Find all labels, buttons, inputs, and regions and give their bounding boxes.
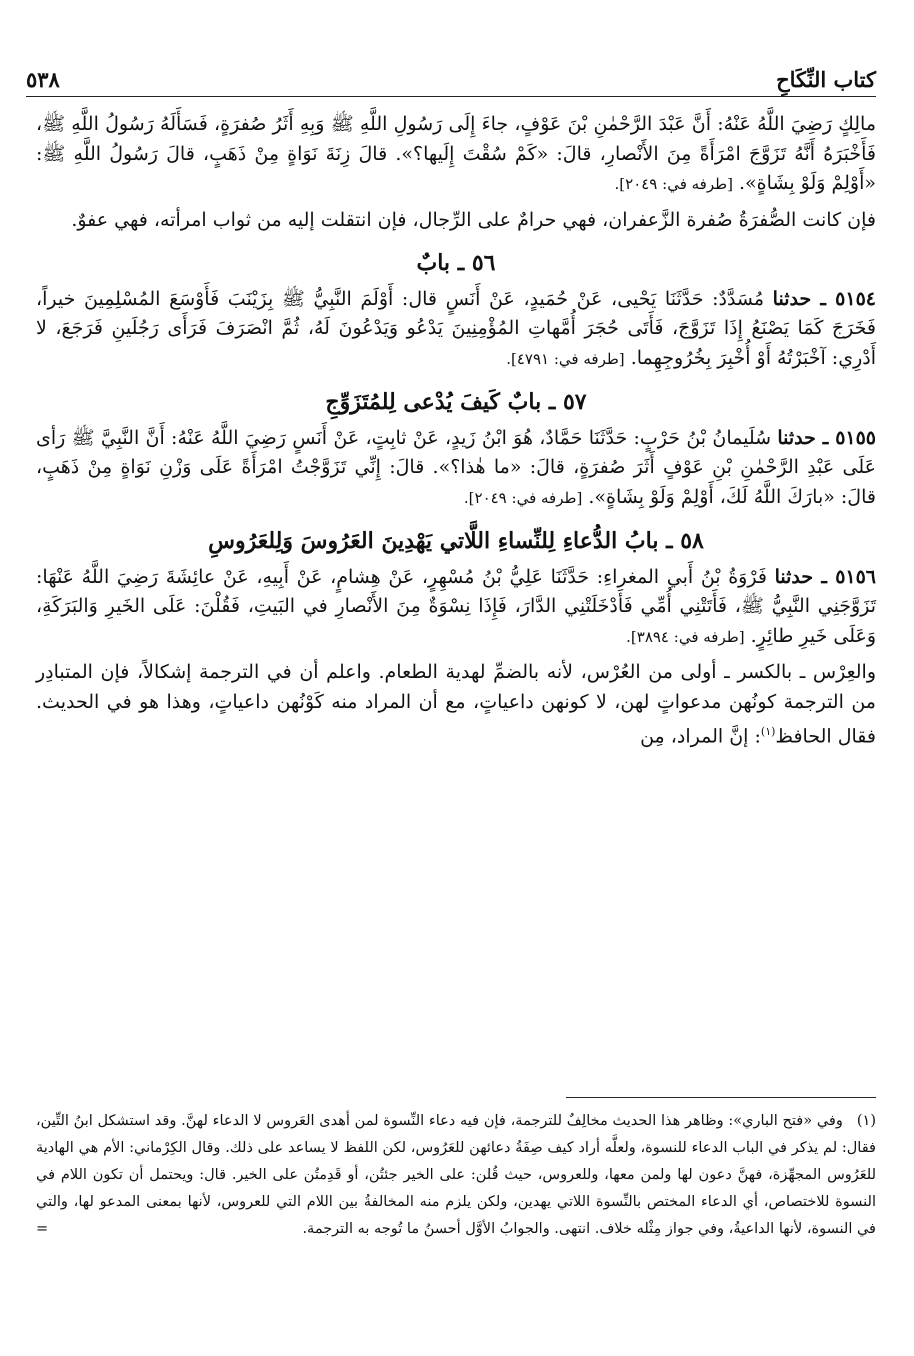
commentary-text: والعِرْس ـ بالكسر ـ أولى من العُرْس، لأنه بالضمِّ لهدية الطعام. واعلم أن في الترجمة إشكالاً، فإن المتبادِر من الترجمة كونُهن مدعواتٍ لهن، لا كونهن داعياتٍ، مع أن المراد منه كَوْنُهن داعياتٍ، وهذا هو في الحديث. فقال الحافظ: [36, 661, 876, 748]
commentary-text-end: : إنَّ المراد، مِن: [640, 725, 761, 748]
chapter-heading-56: ٥٦ ـ بابٌ: [416, 250, 496, 276]
footnote-1: [36, 1108, 876, 1243]
hadith-text: سُلَيمانُ بْنُ حَرْبٍ: حَدَّثَنَا حَمَّادٌ، هُوَ ابْنُ زَيدٍ، عَنْ ثابِتٍ، عَنْ أَنَسٍ رَضِيَ اللَّهُ عَنْهُ: أَنَّ النَّبِيَّ ﷺ رَأى عَلَى عَبْدِ الرَّحْمٰنِ بْنِ عَوْفٍ أَثَرَ صُفرَةٍ، قالَ: «ما هٰذا؟». قالَ: إِنِّي تَزَوَّجْتُ امْرَأَةً عَلَى وَزْنِ نَوَاةٍ مِنْ ذَهَبٍ، قالَ: «بارَكَ اللَّهُ لَكَ، أَوْلِمْ وَلَوْ بِشَاةٍ».: [36, 426, 876, 508]
hadith-number: ٥١٥٥ ـ حدثنا: [777, 426, 877, 449]
hadith-5156: [36, 563, 876, 653]
commentary-text: فإن كانت الصُّفرَةُ صُفرة الزَّعفران، فهي حرامٌ على الرِّجال، فإن انتقلت إليه من ثواب امرأته، فهي عفوٌ.: [71, 208, 876, 231]
paragraph-commentary-2: [36, 658, 876, 752]
footnote-number: (١): [856, 1113, 876, 1129]
hadith-text: فَرْوَةُ بْنُ أَبي المغراءِ: حَدَّثَنَا عَلِيُّ بْنُ مُسْهِرٍ، عَنْ هِشامٍ، عَنْ أَبِيهِ، عَنْ عائِشَةَ رَضِيَ اللَّهُ عَنْهَا: تَزَوَّجَنِي النَّبِيُّ ﷺ، فَأَتَتْنِي أُمِّي فَأَدْخَلَتْنِي الدَّارَ، فَإِذَا نِسْوَةٌ مِنَ الأَنْصارِ في البَيتِ، فَقُلْنَ: عَلَى الخَيرِ وَالبَرَكَةِ، وَعَلَى خَيرِ طائِرٍ.: [36, 565, 876, 647]
chapter-heading-58: ٥٨ ـ بابُ الدُّعاءِ لِلنِّساءِ اللَّاتي يَهْدِينَ العَرُوسَ وَلِلعَرُوسِ: [208, 528, 704, 554]
cross-reference: [طرفه في: ٢٠٤٩].: [463, 488, 583, 507]
hadith-text: مُسَدَّدٌ: حَدَّثَنَا يَحْيى، عَنْ حُمَيدٍ، عَنْ أَنَسٍ قال: أَوْلَمَ النَّبِيُّ ﷺ بِزَيْنَبَ فَأَوْسَعَ المُسْلِمِينَ خيراً، فَخَرَجَ كَمَا يَصْنَعُ إِذَا تَزَوَّجَ، فَأَتَى حُجَرَ أُمَّهاتِ المُؤْمِنِينَ يَدْعُو وَيَدْعُونَ لَهُ، ثُمَّ انْصَرَفَ فَرَأَى رَجُلَينِ فَرَجَعَ، لا أَدْرِي: آخْبَرْتُهُ أَوْ أُخْبِرَ بِخُرُوجِهِما.: [36, 287, 876, 369]
page-header: [26, 50, 876, 92]
cross-reference: [طرفه في: ٤٧٩١].: [506, 349, 625, 368]
footnote-rule: [566, 1097, 876, 1098]
footnote-text: وفي «فتح الباري»: وظاهر هذا الحديث مخالِفٌ للترجمة، فإن فيه دعاء النِّسوة لمن أهدى العَروس لا الدعاء لهنَّ. وقد استشكل ابنُ التِّين، فقال: لم يذكر في الباب الدعاء للنسوة، ولعلَّه أراد كيف صِفَةُ دعائهن للعَرُوس، لكن اللفظ لا يساعد على ذلك. وقال الكِرْماني: الأم هي الهادية للعَرُوس المجهِّزة، فهنَّ دعون لها ولمن معها، وللعروس، حيث قُلن: على الخير جئتُن، أو قَدِمتُن على الخير. قال: ويحتمل أن تكون اللام في النسوة للاختصاص، أي الدعاء المختص بالنِّسوة اللاتي يهدين، ولكن يلزم منه المخالفةُ بين اللام التي للعروس، لأنها بمعنى المدعو لها، والتي في النسوة، لأنها الداعيةُ، وفي جواز مِثْله خلاف. انتهى. والجوابُ الأوَّل أحسنُ ما تُوجه به الترجمة.: [36, 1113, 876, 1237]
page-number: ٥٣٨: [26, 67, 60, 92]
footnote-marker: (١): [760, 725, 776, 738]
book-title: كتاب النِّكَاحِ: [776, 67, 876, 92]
header-rule: [26, 96, 876, 97]
cross-reference: [طرفه في: ٢٠٤٩].: [614, 175, 733, 193]
hadith-number: ٥١٥٤ ـ حدثنا: [772, 287, 876, 310]
paragraph-hadith-cont: [36, 110, 876, 200]
hadith-number: ٥١٥٦ ـ حدثنا: [774, 565, 877, 588]
hadith-5154: [36, 285, 876, 375]
footnotes: [36, 1108, 876, 1243]
main-text: [36, 110, 876, 758]
cross-reference: [طرفه في: ٣٨٩٤].: [626, 627, 745, 646]
chapter-heading-57: ٥٧ ـ بابٌ كَيفَ يُدْعى لِلمُتَزَوِّجِ: [325, 389, 587, 415]
paragraph-commentary: [36, 206, 876, 236]
continuation-mark: =: [36, 1221, 49, 1237]
hadith-text: مالِكٍ رَضِيَ اللَّهُ عَنْهُ: أَنَّ عَبْدَ الرَّحْمٰنِ بْنَ عَوْفٍ، جاءَ إِلَى رَسُولِ اللَّهِ ﷺ وَبِهِ أَثَرُ صُفرَةٍ، فَسَأَلَهُ رَسُولُ اللَّهِ ﷺ، فَأَخْبَرَهُ أَنَّهُ تَزَوَّجَ امْرَأَةً مِنَ الأَنْصارِ، قالَ: «كَمْ سُقْتَ إِلَيها؟». قالَ زِنَةَ نَوَاةٍ مِنْ ذَهَبٍ، قالَ رَسُولُ اللَّهِ ﷺ: «أَوْلِمْ وَلَوْ بِشَاةٍ».: [36, 113, 876, 194]
hadith-5155: [36, 424, 876, 514]
